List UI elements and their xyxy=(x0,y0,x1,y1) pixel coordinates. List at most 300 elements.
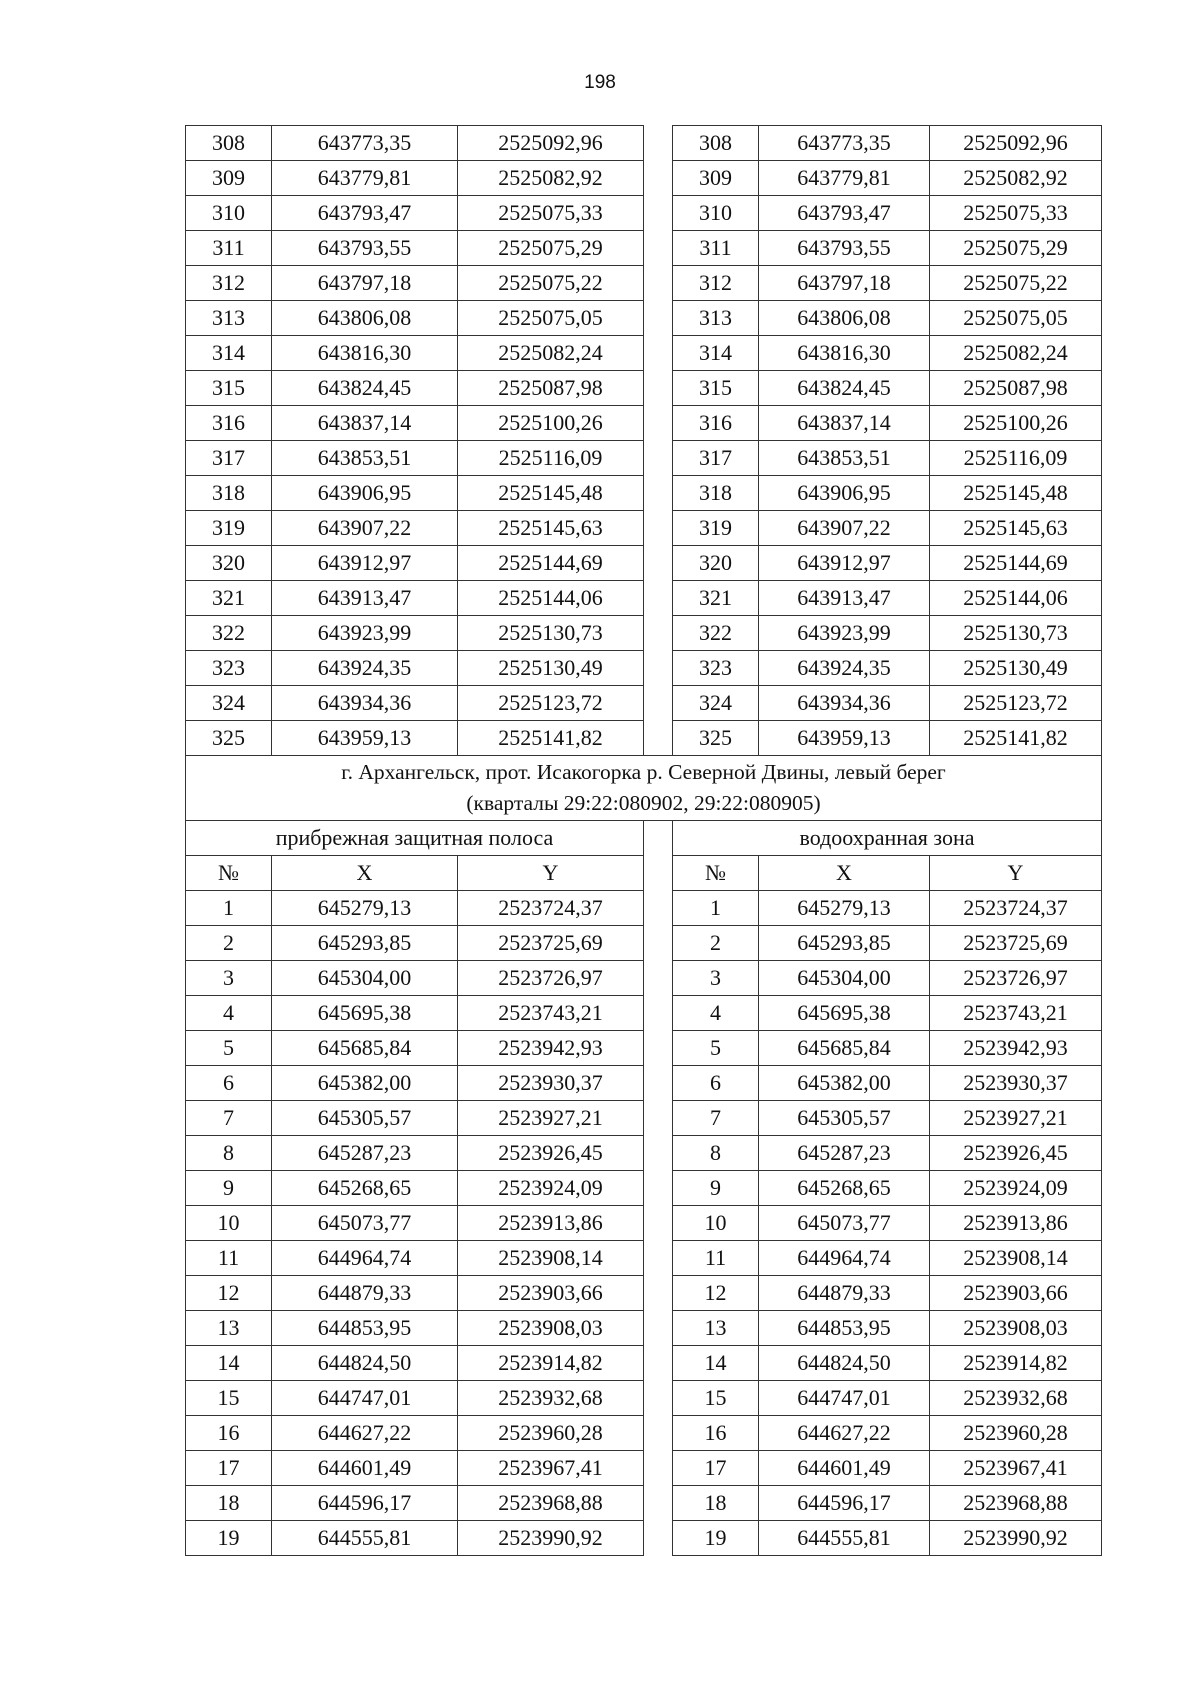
table-row xyxy=(186,126,1102,161)
right-col-x-header: X xyxy=(759,856,930,891)
left-y-value: 2525141,82 xyxy=(458,721,644,756)
right-y-value: 2525075,29 xyxy=(930,231,1102,266)
column-gap xyxy=(644,821,673,856)
column-gap xyxy=(644,856,673,891)
right-zone-header: водоохранная зона xyxy=(673,821,1102,856)
table-row xyxy=(186,1171,1102,1206)
right-x-value: 645293,85 xyxy=(759,926,930,961)
left-point-number: 7 xyxy=(186,1101,272,1136)
left-y-value: 2523926,45 xyxy=(458,1136,644,1171)
table-row xyxy=(186,1416,1102,1451)
column-gap xyxy=(644,301,673,336)
section-title-row xyxy=(186,756,1102,821)
left-x-value: 645695,38 xyxy=(272,996,458,1031)
right-y-value: 2523913,86 xyxy=(930,1206,1102,1241)
right-x-value: 643793,47 xyxy=(759,196,930,231)
right-x-value: 643913,47 xyxy=(759,581,930,616)
right-point-number: 324 xyxy=(673,686,759,721)
right-point-number: 14 xyxy=(673,1346,759,1381)
left-y-value: 2523942,93 xyxy=(458,1031,644,1066)
right-x-value: 643816,30 xyxy=(759,336,930,371)
right-y-value: 2523990,92 xyxy=(930,1521,1102,1556)
left-y-value: 2525100,26 xyxy=(458,406,644,441)
right-point-number: 16 xyxy=(673,1416,759,1451)
table-row xyxy=(186,1066,1102,1101)
column-gap xyxy=(644,161,673,196)
left-x-value: 643837,14 xyxy=(272,406,458,441)
right-x-value: 643773,35 xyxy=(759,126,930,161)
left-y-value: 2523913,86 xyxy=(458,1206,644,1241)
table-row xyxy=(186,371,1102,406)
table-row xyxy=(186,546,1102,581)
right-point-number: 325 xyxy=(673,721,759,756)
table-row xyxy=(186,301,1102,336)
column-gap xyxy=(644,1451,673,1486)
left-point-number: 316 xyxy=(186,406,272,441)
left-x-value: 643959,13 xyxy=(272,721,458,756)
left-x-value: 645279,13 xyxy=(272,891,458,926)
right-point-number: 11 xyxy=(673,1241,759,1276)
right-point-number: 318 xyxy=(673,476,759,511)
column-gap xyxy=(644,651,673,686)
table-row xyxy=(186,581,1102,616)
table-row xyxy=(186,1346,1102,1381)
table-row xyxy=(186,161,1102,196)
right-point-number: 313 xyxy=(673,301,759,336)
right-point-number: 19 xyxy=(673,1521,759,1556)
left-y-value: 2523927,21 xyxy=(458,1101,644,1136)
column-gap xyxy=(644,1031,673,1066)
right-x-value: 643793,55 xyxy=(759,231,930,266)
left-x-value: 645268,65 xyxy=(272,1171,458,1206)
right-y-value: 2523726,97 xyxy=(930,961,1102,996)
column-gap xyxy=(644,266,673,301)
left-point-number: 15 xyxy=(186,1381,272,1416)
column-gap xyxy=(644,1066,673,1101)
left-y-value: 2523968,88 xyxy=(458,1486,644,1521)
column-gap xyxy=(644,196,673,231)
left-col-num-header: № xyxy=(186,856,272,891)
column-gap xyxy=(644,546,673,581)
right-y-value: 2523908,14 xyxy=(930,1241,1102,1276)
left-x-value: 643793,55 xyxy=(272,231,458,266)
right-point-number: 315 xyxy=(673,371,759,406)
right-x-value: 645268,65 xyxy=(759,1171,930,1206)
left-point-number: 322 xyxy=(186,616,272,651)
top-rows xyxy=(186,126,1102,756)
right-x-value: 644964,74 xyxy=(759,1241,930,1276)
right-point-number: 311 xyxy=(673,231,759,266)
left-x-value: 644555,81 xyxy=(272,1521,458,1556)
table-row xyxy=(186,266,1102,301)
right-x-value: 645685,84 xyxy=(759,1031,930,1066)
left-x-value: 645293,85 xyxy=(272,926,458,961)
column-gap xyxy=(644,1486,673,1521)
left-y-value: 2525145,63 xyxy=(458,511,644,546)
left-x-value: 643806,08 xyxy=(272,301,458,336)
left-y-value: 2525082,24 xyxy=(458,336,644,371)
left-x-value: 644747,01 xyxy=(272,1381,458,1416)
table-row xyxy=(186,1486,1102,1521)
right-y-value: 2523914,82 xyxy=(930,1346,1102,1381)
table-row xyxy=(186,1311,1102,1346)
right-x-value: 644596,17 xyxy=(759,1486,930,1521)
right-point-number: 314 xyxy=(673,336,759,371)
left-x-value: 643907,22 xyxy=(272,511,458,546)
right-x-value: 645382,00 xyxy=(759,1066,930,1101)
right-y-value: 2523930,37 xyxy=(930,1066,1102,1101)
left-y-value: 2523960,28 xyxy=(458,1416,644,1451)
column-gap xyxy=(644,926,673,961)
column-gap xyxy=(644,1346,673,1381)
right-x-value: 644879,33 xyxy=(759,1276,930,1311)
right-y-value: 2525145,63 xyxy=(930,511,1102,546)
left-point-number: 16 xyxy=(186,1416,272,1451)
left-point-number: 320 xyxy=(186,546,272,581)
column-gap xyxy=(644,371,673,406)
right-point-number: 5 xyxy=(673,1031,759,1066)
right-x-value: 643924,35 xyxy=(759,651,930,686)
table-row xyxy=(186,1521,1102,1556)
right-point-number: 3 xyxy=(673,961,759,996)
right-y-value: 2523967,41 xyxy=(930,1451,1102,1486)
left-x-value: 645305,57 xyxy=(272,1101,458,1136)
right-y-value: 2525087,98 xyxy=(930,371,1102,406)
right-x-value: 645695,38 xyxy=(759,996,930,1031)
table-row xyxy=(186,1031,1102,1066)
column-gap xyxy=(644,1171,673,1206)
right-x-value: 645305,57 xyxy=(759,1101,930,1136)
table-row xyxy=(186,651,1102,686)
bottom-rows xyxy=(186,891,1102,1556)
left-point-number: 5 xyxy=(186,1031,272,1066)
right-y-value: 2525075,05 xyxy=(930,301,1102,336)
left-point-number: 315 xyxy=(186,371,272,406)
right-point-number: 10 xyxy=(673,1206,759,1241)
coordinates-table xyxy=(185,125,1102,1556)
left-y-value: 2525145,48 xyxy=(458,476,644,511)
left-point-number: 19 xyxy=(186,1521,272,1556)
left-x-value: 643793,47 xyxy=(272,196,458,231)
right-x-value: 643824,45 xyxy=(759,371,930,406)
table-row xyxy=(186,686,1102,721)
left-point-number: 4 xyxy=(186,996,272,1031)
right-y-value: 2525082,92 xyxy=(930,161,1102,196)
right-y-value: 2523903,66 xyxy=(930,1276,1102,1311)
column-gap xyxy=(644,1276,673,1311)
left-y-value: 2523990,92 xyxy=(458,1521,644,1556)
left-y-value: 2525075,33 xyxy=(458,196,644,231)
right-y-value: 2525144,69 xyxy=(930,546,1102,581)
left-x-value: 644853,95 xyxy=(272,1311,458,1346)
right-point-number: 317 xyxy=(673,441,759,476)
right-y-value: 2523927,21 xyxy=(930,1101,1102,1136)
left-point-number: 325 xyxy=(186,721,272,756)
left-y-value: 2523724,37 xyxy=(458,891,644,926)
right-x-value: 645279,13 xyxy=(759,891,930,926)
left-point-number: 8 xyxy=(186,1136,272,1171)
column-gap xyxy=(644,1241,673,1276)
right-point-number: 321 xyxy=(673,581,759,616)
right-x-value: 643806,08 xyxy=(759,301,930,336)
right-point-number: 308 xyxy=(673,126,759,161)
left-x-value: 643797,18 xyxy=(272,266,458,301)
left-point-number: 14 xyxy=(186,1346,272,1381)
right-point-number: 18 xyxy=(673,1486,759,1521)
right-y-value: 2523968,88 xyxy=(930,1486,1102,1521)
column-gap xyxy=(644,1136,673,1171)
right-x-value: 644601,49 xyxy=(759,1451,930,1486)
left-x-value: 645685,84 xyxy=(272,1031,458,1066)
left-point-number: 10 xyxy=(186,1206,272,1241)
left-point-number: 3 xyxy=(186,961,272,996)
right-col-y-header: Y xyxy=(930,856,1102,891)
left-y-value: 2523914,82 xyxy=(458,1346,644,1381)
right-point-number: 310 xyxy=(673,196,759,231)
right-y-value: 2523960,28 xyxy=(930,1416,1102,1451)
column-gap xyxy=(644,231,673,266)
column-gap xyxy=(644,721,673,756)
table-row xyxy=(186,1381,1102,1416)
left-point-number: 6 xyxy=(186,1066,272,1101)
table-row xyxy=(186,961,1102,996)
left-y-value: 2523908,14 xyxy=(458,1241,644,1276)
right-y-value: 2523725,69 xyxy=(930,926,1102,961)
right-x-value: 644627,22 xyxy=(759,1416,930,1451)
right-y-value: 2523932,68 xyxy=(930,1381,1102,1416)
left-y-value: 2523725,69 xyxy=(458,926,644,961)
table-row xyxy=(186,1206,1102,1241)
left-point-number: 18 xyxy=(186,1486,272,1521)
right-y-value: 2523924,09 xyxy=(930,1171,1102,1206)
left-point-number: 309 xyxy=(186,161,272,196)
right-y-value: 2523942,93 xyxy=(930,1031,1102,1066)
right-y-value: 2523926,45 xyxy=(930,1136,1102,1171)
left-y-value: 2523726,97 xyxy=(458,961,644,996)
right-x-value: 643923,99 xyxy=(759,616,930,651)
right-y-value: 2525082,24 xyxy=(930,336,1102,371)
left-point-number: 2 xyxy=(186,926,272,961)
column-gap xyxy=(644,686,673,721)
right-y-value: 2525075,33 xyxy=(930,196,1102,231)
table-row xyxy=(186,1451,1102,1486)
right-point-number: 4 xyxy=(673,996,759,1031)
right-x-value: 644747,01 xyxy=(759,1381,930,1416)
left-y-value: 2525144,69 xyxy=(458,546,644,581)
table-row xyxy=(186,926,1102,961)
column-gap xyxy=(644,1416,673,1451)
left-x-value: 644627,22 xyxy=(272,1416,458,1451)
right-point-number: 1 xyxy=(673,891,759,926)
page-number: 198 xyxy=(584,72,616,93)
left-y-value: 2525075,29 xyxy=(458,231,644,266)
right-point-number: 319 xyxy=(673,511,759,546)
table-row xyxy=(186,1241,1102,1276)
left-y-value: 2525075,05 xyxy=(458,301,644,336)
section-header xyxy=(186,756,1102,891)
left-point-number: 317 xyxy=(186,441,272,476)
table-row xyxy=(186,721,1102,756)
left-y-value: 2523924,09 xyxy=(458,1171,644,1206)
right-y-value: 2525116,09 xyxy=(930,441,1102,476)
left-point-number: 321 xyxy=(186,581,272,616)
left-y-value: 2525130,73 xyxy=(458,616,644,651)
right-point-number: 15 xyxy=(673,1381,759,1416)
right-x-value: 643934,36 xyxy=(759,686,930,721)
table-row xyxy=(186,616,1102,651)
left-x-value: 644601,49 xyxy=(272,1451,458,1486)
right-x-value: 644555,81 xyxy=(759,1521,930,1556)
column-header-row xyxy=(186,856,1102,891)
table-row xyxy=(186,476,1102,511)
right-x-value: 644853,95 xyxy=(759,1311,930,1346)
column-gap xyxy=(644,581,673,616)
left-y-value: 2525116,09 xyxy=(458,441,644,476)
right-y-value: 2525144,06 xyxy=(930,581,1102,616)
left-point-number: 13 xyxy=(186,1311,272,1346)
left-point-number: 12 xyxy=(186,1276,272,1311)
left-x-value: 644879,33 xyxy=(272,1276,458,1311)
left-point-number: 314 xyxy=(186,336,272,371)
left-x-value: 643912,97 xyxy=(272,546,458,581)
left-y-value: 2525092,96 xyxy=(458,126,644,161)
table-row xyxy=(186,891,1102,926)
column-gap xyxy=(644,441,673,476)
table-row xyxy=(186,511,1102,546)
left-x-value: 645287,23 xyxy=(272,1136,458,1171)
table-row xyxy=(186,1136,1102,1171)
left-point-number: 323 xyxy=(186,651,272,686)
right-point-number: 12 xyxy=(673,1276,759,1311)
section-title xyxy=(186,756,1102,821)
column-gap xyxy=(644,1381,673,1416)
left-point-number: 319 xyxy=(186,511,272,546)
left-point-number: 9 xyxy=(186,1171,272,1206)
right-col-num-header: № xyxy=(673,856,759,891)
left-x-value: 643773,35 xyxy=(272,126,458,161)
left-point-number: 324 xyxy=(186,686,272,721)
left-x-value: 644596,17 xyxy=(272,1486,458,1521)
right-x-value: 645073,77 xyxy=(759,1206,930,1241)
right-x-value: 643837,14 xyxy=(759,406,930,441)
right-y-value: 2525123,72 xyxy=(930,686,1102,721)
column-gap xyxy=(644,1206,673,1241)
right-point-number: 2 xyxy=(673,926,759,961)
left-point-number: 311 xyxy=(186,231,272,266)
left-x-value: 643923,99 xyxy=(272,616,458,651)
right-y-value: 2523724,37 xyxy=(930,891,1102,926)
left-y-value: 2525144,06 xyxy=(458,581,644,616)
right-x-value: 645304,00 xyxy=(759,961,930,996)
left-x-value: 643924,35 xyxy=(272,651,458,686)
right-x-value: 643853,51 xyxy=(759,441,930,476)
right-x-value: 643907,22 xyxy=(759,511,930,546)
table-row xyxy=(186,996,1102,1031)
column-gap xyxy=(644,511,673,546)
right-y-value: 2525075,22 xyxy=(930,266,1102,301)
left-x-value: 643913,47 xyxy=(272,581,458,616)
left-y-value: 2525123,72 xyxy=(458,686,644,721)
right-y-value: 2525141,82 xyxy=(930,721,1102,756)
right-point-number: 309 xyxy=(673,161,759,196)
right-y-value: 2523743,21 xyxy=(930,996,1102,1031)
right-point-number: 9 xyxy=(673,1171,759,1206)
table-row xyxy=(186,1101,1102,1136)
left-y-value: 2523930,37 xyxy=(458,1066,644,1101)
right-point-number: 312 xyxy=(673,266,759,301)
right-point-number: 13 xyxy=(673,1311,759,1346)
right-x-value: 643779,81 xyxy=(759,161,930,196)
left-x-value: 643934,36 xyxy=(272,686,458,721)
left-point-number: 17 xyxy=(186,1451,272,1486)
left-x-value: 645304,00 xyxy=(272,961,458,996)
left-point-number: 310 xyxy=(186,196,272,231)
column-gap xyxy=(644,476,673,511)
right-y-value: 2525130,49 xyxy=(930,651,1102,686)
left-y-value: 2523932,68 xyxy=(458,1381,644,1416)
column-gap xyxy=(644,996,673,1031)
right-y-value: 2525130,73 xyxy=(930,616,1102,651)
right-y-value: 2525092,96 xyxy=(930,126,1102,161)
section-title-line-2: (кварталы 29:22:080902, 29:22:080905) xyxy=(466,791,821,815)
right-x-value: 643959,13 xyxy=(759,721,930,756)
right-x-value: 643912,97 xyxy=(759,546,930,581)
right-x-value: 645287,23 xyxy=(759,1136,930,1171)
zone-header-row xyxy=(186,821,1102,856)
left-zone-header: прибрежная защитная полоса xyxy=(186,821,644,856)
left-y-value: 2525082,92 xyxy=(458,161,644,196)
column-gap xyxy=(644,1521,673,1556)
right-x-value: 643797,18 xyxy=(759,266,930,301)
left-x-value: 643853,51 xyxy=(272,441,458,476)
left-point-number: 11 xyxy=(186,1241,272,1276)
left-x-value: 643779,81 xyxy=(272,161,458,196)
column-gap xyxy=(644,961,673,996)
left-x-value: 645382,00 xyxy=(272,1066,458,1101)
left-y-value: 2523903,66 xyxy=(458,1276,644,1311)
column-gap xyxy=(644,406,673,441)
column-gap xyxy=(644,126,673,161)
right-point-number: 320 xyxy=(673,546,759,581)
table-row xyxy=(186,196,1102,231)
left-point-number: 1 xyxy=(186,891,272,926)
right-x-value: 644824,50 xyxy=(759,1346,930,1381)
left-x-value: 644824,50 xyxy=(272,1346,458,1381)
left-point-number: 312 xyxy=(186,266,272,301)
left-col-y-header: Y xyxy=(458,856,644,891)
left-y-value: 2523967,41 xyxy=(458,1451,644,1486)
left-x-value: 643824,45 xyxy=(272,371,458,406)
right-point-number: 7 xyxy=(673,1101,759,1136)
table-row xyxy=(186,336,1102,371)
right-x-value: 643906,95 xyxy=(759,476,930,511)
left-y-value: 2525130,49 xyxy=(458,651,644,686)
column-gap xyxy=(644,1311,673,1346)
left-x-value: 644964,74 xyxy=(272,1241,458,1276)
left-x-value: 645073,77 xyxy=(272,1206,458,1241)
table-row xyxy=(186,441,1102,476)
right-point-number: 6 xyxy=(673,1066,759,1101)
right-point-number: 323 xyxy=(673,651,759,686)
right-y-value: 2525145,48 xyxy=(930,476,1102,511)
left-x-value: 643906,95 xyxy=(272,476,458,511)
column-gap xyxy=(644,616,673,651)
left-y-value: 2525087,98 xyxy=(458,371,644,406)
right-point-number: 8 xyxy=(673,1136,759,1171)
left-col-x-header: X xyxy=(272,856,458,891)
right-point-number: 316 xyxy=(673,406,759,441)
column-gap xyxy=(644,891,673,926)
